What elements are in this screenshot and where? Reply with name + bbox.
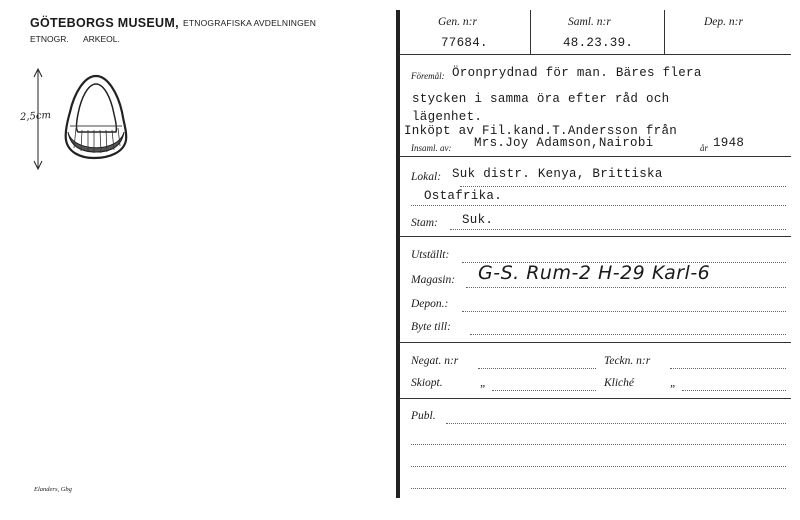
skiopt-ditto: „	[480, 377, 487, 389]
rule	[399, 236, 791, 237]
etnogr-label: ETNOGR.	[30, 34, 69, 44]
year-label: år	[700, 143, 709, 153]
dotted-line	[492, 390, 596, 391]
insaml-label: Insaml. av:	[411, 143, 452, 153]
dotted-line	[450, 229, 786, 230]
saml-number-value: 48.23.39.	[563, 36, 634, 50]
foremal-line-1: Öronprydnad för man. Bäres flera	[452, 66, 702, 80]
byte-label: Byte till:	[411, 321, 451, 333]
dotted-line	[466, 287, 786, 288]
dotted-line	[682, 390, 786, 391]
saml-number-label: Saml. n:r	[568, 16, 611, 28]
insaml-value: Mrs.Joy Adamson,Nairobi	[474, 136, 654, 150]
gen-number-value: 77684.	[441, 36, 488, 50]
dotted-line	[460, 186, 786, 187]
department-name: ETNOGRAFISKA AVDELNINGEN	[183, 18, 317, 28]
stam-label: Stam:	[411, 217, 438, 229]
magasin-label: Magasin:	[411, 274, 456, 286]
rule	[399, 342, 791, 343]
year-value: 1948	[713, 136, 745, 150]
depon-label: Depon.:	[411, 298, 449, 310]
skiopt-label: Skiopt.	[411, 377, 443, 389]
kliche-ditto: „	[670, 377, 677, 389]
gen-number-label: Gen. n:r	[438, 16, 477, 28]
rule	[399, 156, 791, 157]
rule	[399, 398, 791, 399]
dotted-line	[411, 205, 786, 206]
publ-label: Publ.	[411, 410, 436, 422]
foremal-label: Föremål:	[411, 71, 445, 81]
teckn-label: Teckn. n:r	[604, 355, 651, 367]
dimension-label: 2,5cm	[19, 109, 52, 124]
negat-label: Negat. n:r	[411, 355, 459, 367]
dotted-line	[446, 423, 786, 424]
foremal-line-2: stycken i samma öra efter råd och	[412, 92, 670, 106]
card-divider	[396, 10, 400, 498]
dotted-line	[411, 466, 786, 467]
inkopt-line: Inköpt av Fil.kand.T.Andersson från	[404, 124, 678, 138]
table-divider	[530, 10, 531, 54]
foremal-line-3: lägenhet.	[412, 110, 483, 124]
dotted-line	[478, 368, 596, 369]
rule	[399, 54, 791, 55]
lokal-line-1: Suk distr. Kenya, Brittiska	[452, 167, 663, 181]
table-divider	[664, 10, 665, 54]
printer-imprint: Elanders, Gbg	[34, 486, 72, 493]
museum-name: GÖTEBORGS MUSEUM,	[30, 16, 179, 30]
dotted-line	[411, 444, 786, 445]
lokal-line-2: Ostafrika.	[424, 189, 503, 203]
dotted-line	[411, 488, 786, 489]
stam-value: Suk.	[462, 213, 494, 227]
kliche-label: Kliché	[604, 377, 635, 389]
lokal-label: Lokal:	[411, 171, 442, 183]
dotted-line	[462, 311, 786, 312]
dotted-line	[670, 368, 786, 369]
magasin-value: G-S. Rum-2 H-29 Karl-6	[478, 262, 711, 284]
dotted-line	[470, 334, 786, 335]
dep-number-label: Dep. n:r	[704, 16, 743, 28]
utstallt-label: Utställt:	[411, 249, 450, 261]
arkeol-label: ARKEOL.	[83, 34, 120, 44]
